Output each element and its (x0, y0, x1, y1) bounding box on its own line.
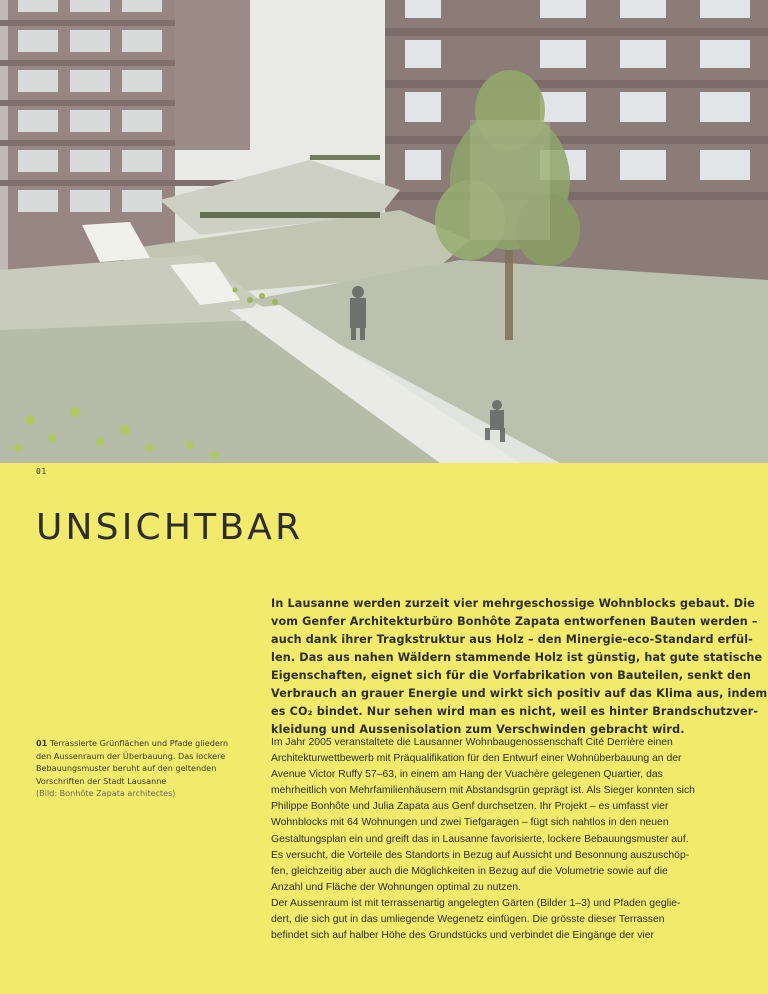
article-headline: UNSICHTBAR (36, 507, 304, 548)
caption-text: Terrassierte Grünflächen und Pfade gliedern (47, 738, 229, 748)
figure-caption (36, 737, 266, 800)
body-line: Gestaltungsplan ein und greift das in Lausanne favorisierte, lockere Bebauungsmuster auf. (271, 833, 689, 845)
body-line: Architekturwettbewerb mit Präqualifikation für den Entwurf einer Wohnüberbauung an der (271, 753, 682, 765)
body-line: fen, gleichzeitig aber auch die Möglichkeiten in Bezug auf die Volumetrie sowie auf die (271, 865, 668, 877)
rendering-illustration (0, 0, 768, 463)
lead-line: In Lausanne werden zurzeit vier mehrgeschossige Wohnblocks gebaut. Die (271, 597, 755, 610)
caption-line (36, 737, 266, 750)
lead-line: auch dank ihrer Tragkstruktur aus Holz – den Minergie-eco-Standard erfül- (271, 633, 753, 646)
body-line: befindet sich auf halber Höhe des Grundstücks und verbindet die Eingänge der vier (271, 930, 654, 942)
architecture-rendering-photo (0, 0, 768, 463)
article-body (271, 735, 741, 944)
lead-line: vom Genfer Architekturbüro Bonhôte Zapata entworfenen Bauten werden – (271, 615, 758, 628)
body-line: Im Jahr 2005 veranstaltete die Lausanner Wohnbaugenossenschaft Cité Derrière einen (271, 737, 673, 748)
caption-credit: (Bild: Bonhôte Zapata architectes) (36, 788, 176, 799)
lead-line: Verbrauch an grauer Energie und wirkt sich positiv auf das Klima aus, indem (271, 687, 768, 700)
caption-number: 01 (36, 738, 48, 748)
body-line: Wohnblocks mit 64 Wohnungen und zwei Tiefgaragen – fügt sich nahtlos in den neuen (271, 817, 669, 829)
lead-line: kleidung und Aussenisolation zum Verschwinden gebracht wird. (271, 723, 685, 736)
body-line: Es versucht, die Vorteile des Standorts in Bezug auf Aussicht und Besonnung auszuschöp- (271, 849, 690, 861)
caption-line: den Aussenraum der Überbauung. Das lockere (36, 750, 226, 761)
body-line: Philippe Bonhôte und Julia Zapata aus Genf durchsetzen. Ihr Projekt – es umfasst vier (271, 801, 669, 813)
body-line: mehrheitlich von Mehrfamilienhäusern mit Abstandsgrün geprägt ist. Als Sieger konnten sich (271, 785, 695, 797)
lead-line: es CO₂ bindet. Nur sehen wird man es nicht, weil es hinter Brandschutzver- (271, 705, 759, 718)
figure-number: 01 (36, 467, 47, 476)
caption-line: Bebauungsmuster beruht auf den geltenden (36, 763, 217, 774)
article-lead (271, 595, 768, 739)
body-line: Der Aussenraum ist mit terrassenartig angelegten Gärten (Bilder 1–3) und Pfaden geglie- (271, 897, 681, 909)
lead-line: Eigenschaften, eignet sich für die Vorfabrikation von Bauteilen, senkt den (271, 669, 752, 682)
body-line: Avenue Victor Ruffy 57–63, in einem am Hang der Vuachère gelegenen Quartier, das (271, 769, 663, 781)
caption-line: Vorschriften der Stadt Lausanne (36, 775, 167, 786)
body-line: Anzahl und Fläche der Wohnungen optimal zu nutzen. (271, 881, 521, 893)
lead-line: len. Das aus nahen Wäldern stammende Holz ist günstig, hat gute statische (271, 651, 763, 664)
body-line: dert, die sich gut in das umliegende Wegenetz einfügen. Die grösste dieser Terrassen (271, 914, 665, 926)
